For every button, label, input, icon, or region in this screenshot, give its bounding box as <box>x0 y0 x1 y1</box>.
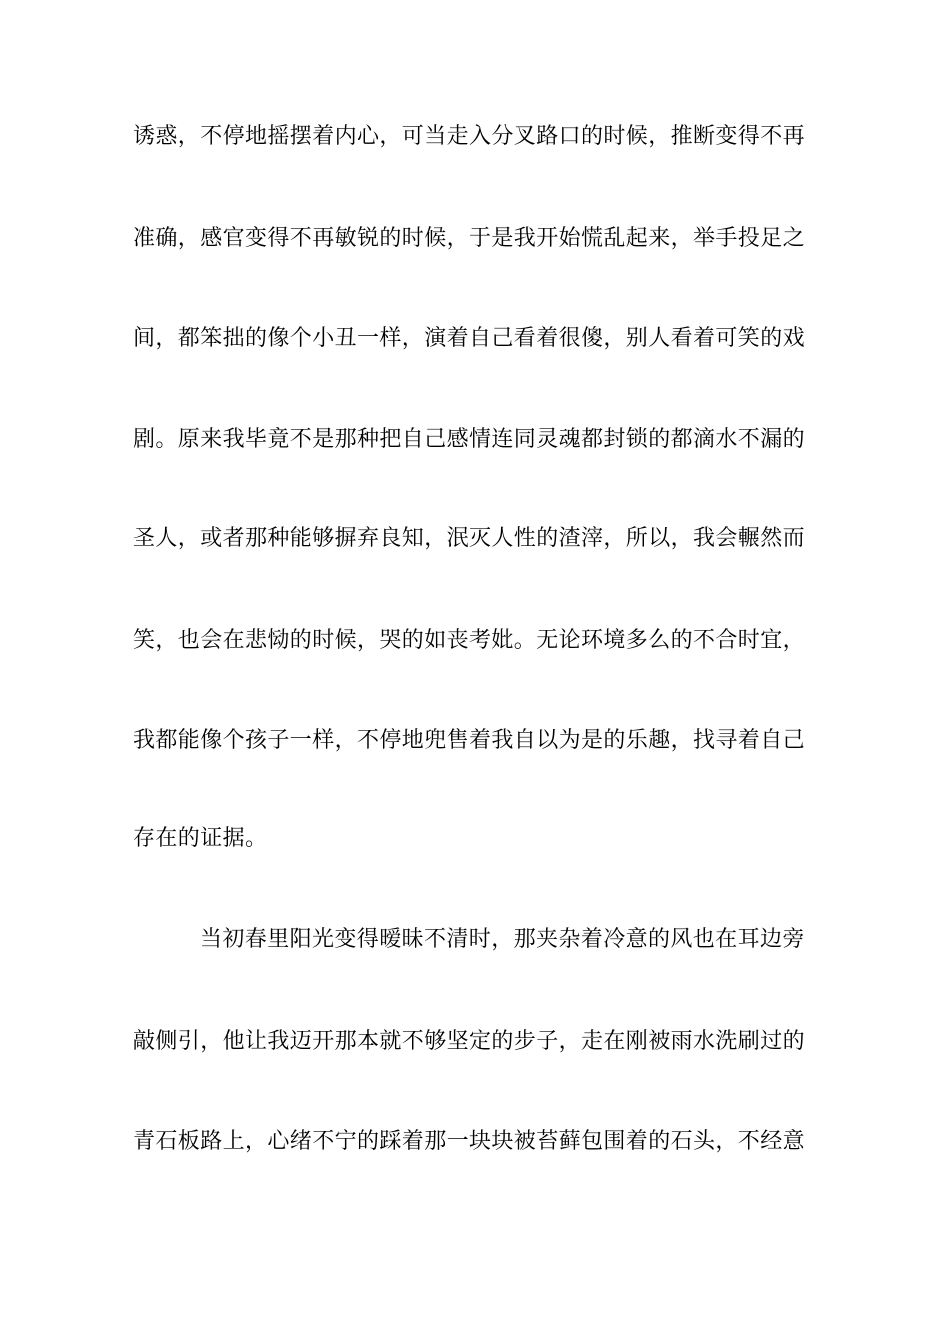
text-line: 敲侧引，他让我迈开那本就不够坚定的步子，走在刚被雨水洗刷过的 <box>133 1029 806 1054</box>
text-line: 我都能像个孩子一样，不停地兜售着我自以为是的乐趣，找寻着自己 <box>133 728 806 753</box>
text-line: 当初春里阳光变得暧昧不清时，那夹杂着冷意的风也在耳边旁 <box>200 927 805 952</box>
text-line: 剧。原来我毕竟不是那种把自己感情连同灵魂都封锁的都滴水不漏的 <box>133 427 806 452</box>
text-line: 圣人，或者那种能够摒弃良知，泯灭人性的渣滓，所以，我会輾然而 <box>133 526 806 551</box>
text-line: 间，都笨拙的像个小丑一样，演着自己看着很傻，别人看着可笑的戏 <box>133 326 806 351</box>
text-line: 准确，感官变得不再敏锐的时候，于是我开始慌乱起来，举手投足之 <box>133 226 806 251</box>
text-line: 存在的证据。 <box>133 826 268 851</box>
text-line: 诱惑，不停地摇摆着内心，可当走入分叉路口的时候，推断变得不再 <box>133 124 806 149</box>
text-line: 青石板路上，心绪不宁的踩着那一块块被苔藓包围着的石头，不经意 <box>133 1129 806 1154</box>
text-line: 笑，也会在悲恸的时候，哭的如丧考妣。无论环境多么的不合时宜， <box>133 628 806 653</box>
